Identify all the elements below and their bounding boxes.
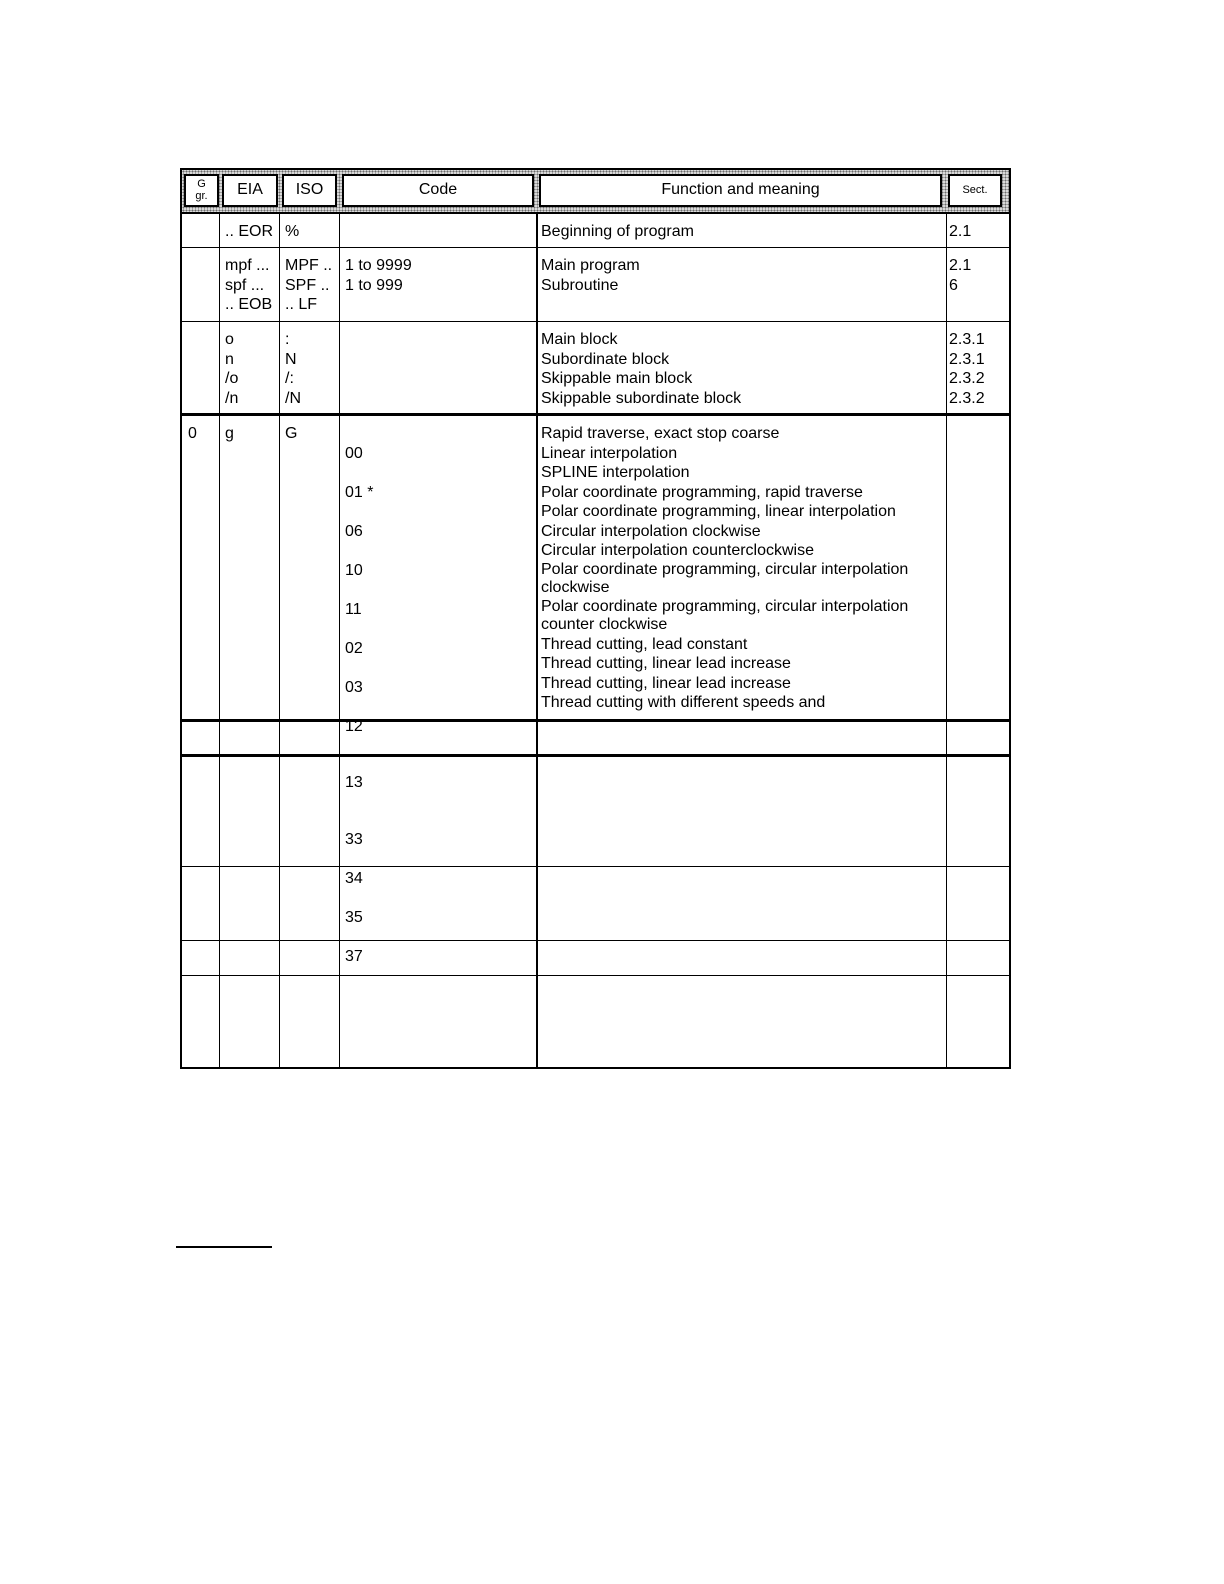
table-row [180,867,1011,941]
function-line: Thread cutting with different speeds and [541,694,826,711]
function-line: Polar coordinate programming, circular interpolation counter clockwise [541,597,909,633]
table-row [180,322,1011,414]
function-line: Skippable subordinate block [541,389,742,407]
table-row [180,414,1011,965]
cell-eia: mpf ... spf ... .. EOB [225,257,273,313]
code-value: 10 [345,561,363,579]
cell-function [541,222,941,242]
code-value: 35 [345,908,363,926]
code-value: 02 [345,639,363,657]
function-line: Subroutine [541,276,619,294]
cell-sect: 2.1 6 [949,257,972,294]
function-line: Polar coordinate programming, circular interpolation clockwise [541,560,909,596]
cell-iso: % [285,223,300,240]
cell-eia: g [225,425,234,442]
code-value: 11 [345,600,362,618]
function-line: Main program [541,257,640,274]
table-row [180,720,1011,755]
cell-function [541,256,941,295]
code-value: 33 [345,830,363,848]
code-value: 01 * [345,483,374,501]
table-row [180,941,1011,976]
header-code: Code [342,174,534,207]
function-line: Thread cutting, linear lead increase [541,674,791,692]
function-line: Subordinate block [541,350,670,368]
function-line: Thread cutting, lead constant [541,635,748,653]
cell-eia: o n /o /n [225,331,239,407]
code-value: 06 [345,522,363,540]
function-line: Circular interpolation counterclockwise [541,542,815,559]
cell-iso: MPF .. SPF .. .. LF [285,257,333,313]
header-sect: Sect. [948,174,1002,207]
table-row [180,976,1011,1069]
cell-ggr: 0 [188,425,197,442]
cell-iso: G [285,425,298,442]
code-value: 37 [345,947,363,965]
code-value: 03 [345,678,363,696]
table-row [180,248,1011,322]
cell-code: 1 to 9999 1 to 999 [345,257,412,294]
function-line: Polar coordinate programming, linear interpolation [541,503,896,520]
cell-eia: .. EOR [225,223,274,240]
function-line: Beginning of program [541,223,694,240]
function-line: Skippable main block [541,370,693,387]
g-code-table [180,168,1011,1069]
code-value: 34 [345,869,363,887]
cell-function [541,330,941,408]
table-row [180,755,1011,867]
footnote-rule [176,1246,272,1248]
header-iso: ISO [282,174,337,207]
function-line: Thread cutting, linear lead increase [541,655,791,672]
table-row [180,214,1011,248]
function-line: Main block [541,331,618,348]
function-line: SPLINE interpolation [541,464,690,481]
function-line: Polar coordinate programming, rapid traverse [541,483,863,501]
cell-iso: : N /: /N [285,331,301,407]
cell-sect: 2.1 [949,223,972,240]
cell-function [541,424,916,713]
function-line: Linear interpolation [541,444,678,462]
code-value: 13 [345,774,363,791]
table-header [180,168,1011,214]
header-g-group: G gr. [184,174,219,207]
function-line: Rapid traverse, exact stop coarse [541,425,780,442]
code-value: 00 [345,444,363,462]
header-function: Function and meaning [539,174,942,207]
code-value: 12 [345,717,363,735]
function-line: Circular interpolation clockwise [541,522,761,540]
cell-sect: 2.3.1 2.3.1 2.3.2 2.3.2 [949,331,985,407]
header-eia: EIA [222,174,278,207]
